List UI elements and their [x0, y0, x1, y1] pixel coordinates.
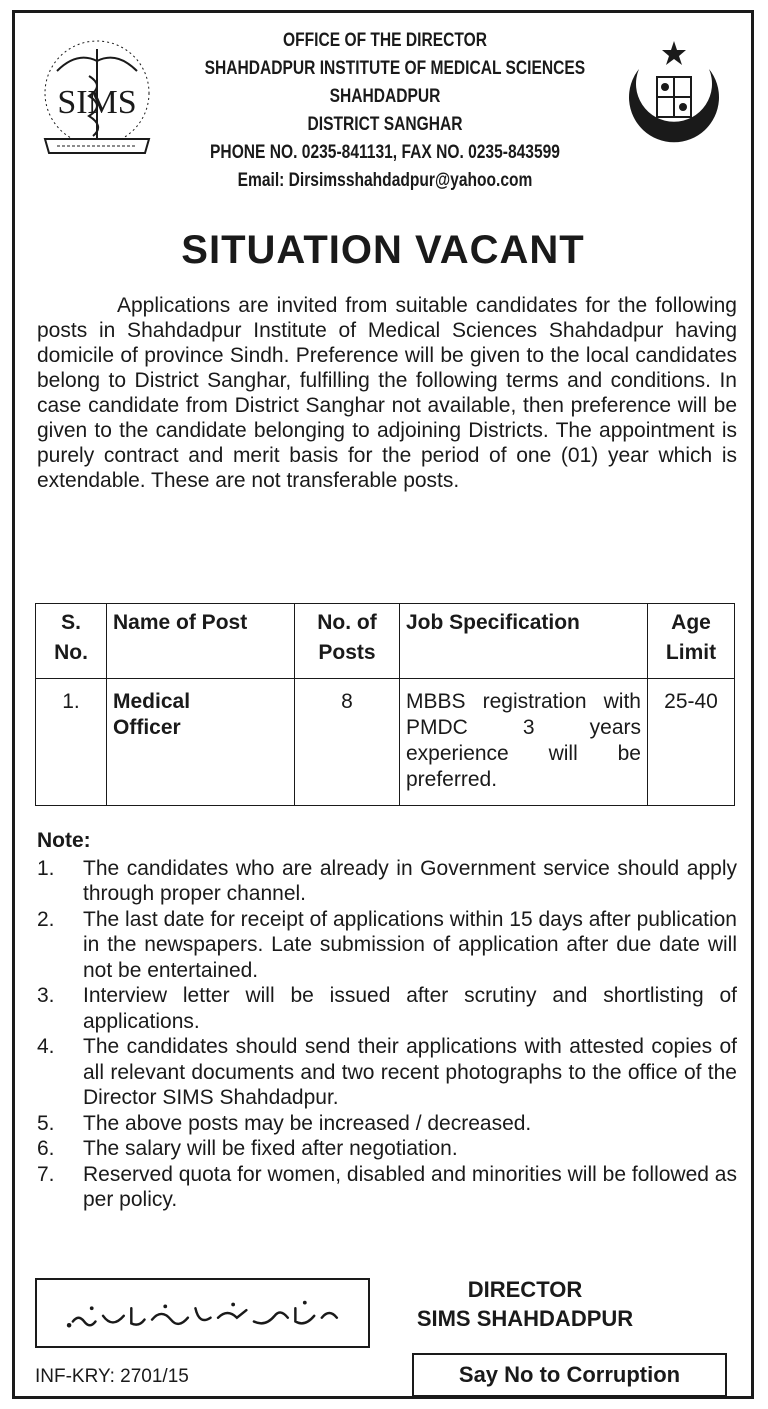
signature-office: SIMS SHAHDADPUR — [416, 1306, 634, 1331]
list-item: 6. The salary will be fixed after negotiation. — [37, 1137, 458, 1160]
list-item: 1. The candidates who are already in Government service should apply through proper channel. — [37, 856, 737, 905]
header-job-specification: Job Specification — [400, 604, 648, 679]
office-line: SHAHDADPUR INSTITUTE OF MEDICAL SCIENCES — [204, 58, 586, 79]
list-item: 5. The above posts may be increased / decreased. — [37, 1111, 532, 1135]
page-title: SITUATION VACANT — [181, 228, 585, 272]
header — [15, 21, 751, 221]
notes-section — [37, 828, 737, 1213]
sindh-government-seal — [619, 39, 729, 159]
list-item: 4. The candidates should send their applications with attested copies of all relevant documents and two recent photographs to the office of the Director SIMS Shahdadpur. — [37, 1035, 737, 1109]
notes-title: Note: — [37, 829, 91, 852]
inf-code: INF-KRY: 2701/15 — [35, 1366, 189, 1387]
list-item: 3. Interview letter will be issued after scrutiny and shortlisting of applications. — [37, 984, 737, 1033]
header-name-of-post: Name of Post — [107, 604, 295, 679]
cell-name-of-post: Medical Officer — [107, 679, 295, 806]
header-age-limit: Age Limit — [648, 604, 735, 679]
office-line: OFFICE OF THE DIRECTOR — [282, 30, 487, 51]
office-line: SHAHDADPUR — [329, 86, 441, 107]
advertisement-page — [12, 10, 754, 1399]
list-item: 7. Reserved quota for women, disabled and minorities will be followed as per policy. — [37, 1162, 737, 1211]
logo-text: SIMS — [57, 84, 137, 121]
anti-corruption-banner: Say No to Corruption — [412, 1353, 727, 1397]
cell-no-of-posts: 8 — [295, 679, 400, 806]
office-line: Email: Dirsimsshahdadpur@yahoo.com — [237, 170, 533, 191]
office-line: DISTRICT SANGHAR — [307, 114, 463, 135]
intro-paragraph: Applications are invited from suitable candidates for the following posts in Shahdadpur Institute of Medical Sciences Shahdadpur having domicile of province Sindh. Preference will be given to the local candidates belong to District Sanghar, fulfilling the following terms and conditions. In case candidate from District Sanghar not available, then preference will be given to the candidate belonging to adjoining Districts. The appointment is purely contract and merit basis for the period of one (01) year which is extendable. These are not transferable posts. — [37, 294, 737, 492]
cell-sno: 1. — [36, 679, 107, 806]
cell-age-limit: 25-40 — [648, 679, 735, 806]
urdu-slogan-box — [35, 1278, 370, 1348]
office-line: PHONE NO. 0235-841131, FAX NO. 0235-843599 — [210, 142, 560, 163]
signature-block — [385, 1275, 665, 1333]
office-address-block — [204, 27, 586, 195]
header-no-of-posts: No. of Posts — [295, 604, 400, 679]
signature-title: DIRECTOR — [467, 1277, 583, 1302]
header-sno: S. No. — [36, 604, 107, 679]
sims-logo — [27, 31, 167, 171]
posts-table — [35, 603, 735, 806]
list-item: 2. The last date for receipt of applications within 15 days after publication in the newspapers. Late submission of application after due date will not be entertained. — [37, 907, 737, 982]
cell-job-specification: MBBS registration with PMDC 3 years experience will be preferred. — [400, 679, 648, 806]
table-row — [36, 679, 735, 806]
table-header-row — [36, 604, 735, 679]
